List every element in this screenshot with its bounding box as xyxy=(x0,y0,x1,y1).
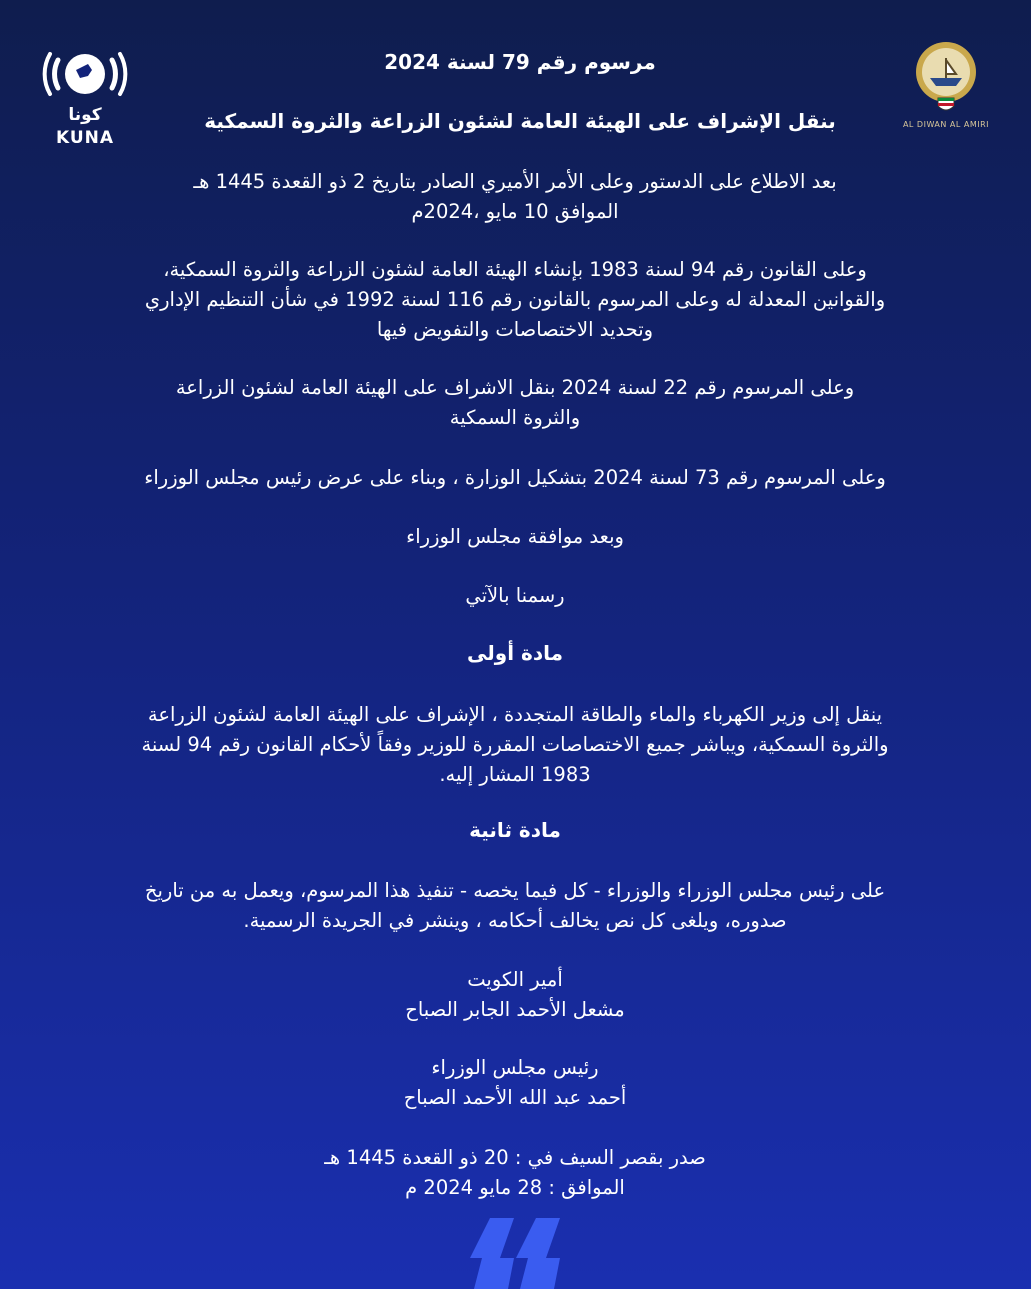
decree-subject: بنقل الإشراف على الهيئة العامة لشئون الزراعة والثروة السمكية xyxy=(204,109,836,133)
text-line: ينقل إلى وزير الكهرباء والماء والطاقة المتجددة ، الإشراف على الهيئة العامة لشئون الزراعة xyxy=(147,703,883,726)
emir-name: مشعل الأحمد الجابر الصباح xyxy=(405,998,625,1021)
kuna-logo-icon xyxy=(40,40,130,110)
emir-title: أمير الكويت xyxy=(467,968,563,991)
preamble-paragraph-1 xyxy=(70,167,960,227)
text-line: 1983 المشار إليه. xyxy=(439,763,591,786)
emir-signature xyxy=(70,965,960,1025)
text-line: وعلى القانون رقم 94 لسنة 1983 بإنشاء الهيئة العامة لشئون الزراعة والثروة السمكية، xyxy=(163,258,867,281)
kuna-logo xyxy=(40,40,130,150)
diwan-label: AL DIWAN AL AMIRI xyxy=(902,120,990,129)
quote-mark-icon xyxy=(470,1218,570,1289)
text-line: والثروة السمكية، ويباشر جميع الاختصاصات المقررة للوزير وفقاً لأحكام القانون رقم 94 لسنة xyxy=(141,733,889,756)
issue-gregorian-date: الموافق : 28 مايو 2024 م xyxy=(405,1176,625,1199)
diwan-logo xyxy=(900,40,992,150)
text-line: وعلى المرسوم رقم 22 لسنة 2024 بنقل الاشراف على الهيئة العامة لشئون الزراعة xyxy=(175,376,855,399)
pm-name: أحمد عبد الله الأحمد الصباح xyxy=(403,1086,627,1109)
cabinet-approval-line: وبعد موافقة مجلس الوزراء xyxy=(406,525,624,548)
article-2-title: مادة ثانية xyxy=(469,818,561,842)
preamble-paragraph-2 xyxy=(70,255,960,345)
text-line: بعد الاطلاع على الدستور وعلى الأمر الأميري الصادر بتاريخ 2 ذو القعدة 1445 هـ xyxy=(193,170,837,193)
kuna-arabic-label: كونا xyxy=(68,105,102,125)
text-line: وتحديد الاختصاصات والتفويض فيها xyxy=(376,318,654,341)
preamble-paragraph-4: وعلى المرسوم رقم 73 لسنة 2024 بتشكيل الوزارة ، وبناء على عرض رئيس مجلس الوزراء xyxy=(144,466,886,489)
article-1-text xyxy=(70,700,960,790)
pm-signature xyxy=(70,1053,960,1113)
text-line: على رئيس مجلس الوزراء والوزراء - كل فيما يخصه - تنفيذ هذا المرسوم، ويعمل به من تاريخ xyxy=(144,879,886,902)
article-1-title: مادة أولى xyxy=(467,641,563,665)
text-line: الموافق 10 مايو ،2024م xyxy=(411,200,619,223)
kuna-latin-label: KUNA xyxy=(55,128,115,148)
article-2-text xyxy=(70,876,960,936)
text-line: والثروة السمكية xyxy=(449,406,581,429)
issue-info xyxy=(70,1143,960,1203)
preamble-paragraph-3 xyxy=(70,373,960,433)
decreed-line: رسمنا بالآتي xyxy=(465,584,565,607)
decree-number: مرسوم رقم 79 لسنة 2024 xyxy=(384,50,656,74)
text-line: والقوانين المعدلة له وعلى المرسوم بالقانون رقم 116 لسنة 1992 في شأن التنظيم الإداري xyxy=(144,288,886,311)
kuwait-emblem-icon xyxy=(900,40,992,120)
issue-place-date: صدر بقصر السيف في : 20 ذو القعدة 1445 هـ xyxy=(324,1146,706,1169)
text-line: صدوره، ويلغى كل نص يخالف أحكامه ، وينشر في الجريدة الرسمية. xyxy=(243,909,787,932)
pm-title: رئيس مجلس الوزراء xyxy=(431,1056,599,1079)
